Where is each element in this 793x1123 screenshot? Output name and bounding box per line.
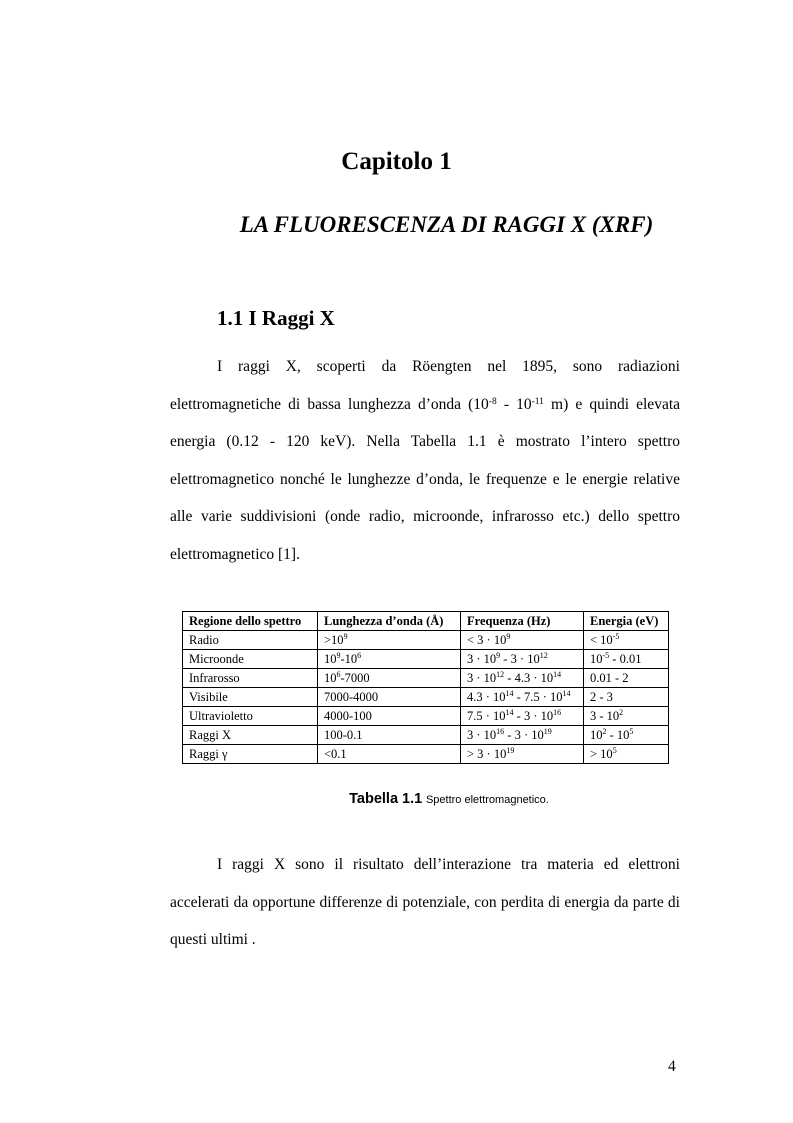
- frequency-part-be: 16: [553, 707, 562, 717]
- frequency-part-ae: 14: [505, 707, 514, 717]
- cell-wavelength: [318, 707, 461, 726]
- paragraph-1-exp-a: -8: [488, 396, 497, 407]
- cell-frequency: [461, 650, 584, 669]
- cell-energy: [584, 631, 669, 650]
- cell-frequency: [461, 669, 584, 688]
- cell-region: Visibile: [183, 688, 318, 707]
- table-body: [183, 631, 669, 764]
- energy-part-a: 3 - 10: [590, 708, 620, 723]
- frequency-part-a: > 3 · 10: [467, 746, 507, 761]
- table-row: [183, 631, 669, 650]
- paragraph-1-text-a: I raggi X, scoperti da Röengten nel 1895, sono radiazioni elettromagnetiche di bassa lunghezza d’onda (10: [170, 358, 680, 413]
- frequency-part-ae: 16: [496, 726, 505, 736]
- wavelength-part-a: <0.1: [324, 746, 347, 761]
- energy-part-b: - 10: [606, 727, 630, 742]
- cell-wavelength: [318, 688, 461, 707]
- chapter-subtitle: LA FLUORESCENZA DI RAGGI X (XRF): [239, 212, 654, 237]
- frequency-part-b: - 3 · 10: [504, 727, 544, 742]
- wavelength-part-a: 7000-4000: [324, 689, 379, 704]
- frequency-part-a: 3 · 10: [467, 670, 497, 685]
- cell-region: Raggi γ: [183, 745, 318, 764]
- energy-part-a: > 10: [590, 746, 613, 761]
- frequency-part-be: 19: [543, 726, 552, 736]
- section-heading: 1.1 I Raggi X: [217, 306, 335, 330]
- energy-part-b: - 0.01: [609, 651, 642, 666]
- caption-text: Spettro elettromagnetico.: [425, 794, 549, 806]
- frequency-part-a: 7.5 · 10: [467, 708, 506, 723]
- energy-part-a: 10: [590, 651, 603, 666]
- energy-part-ae: 5: [612, 745, 617, 755]
- frequency-part-b: - 3 · 10: [500, 651, 540, 666]
- cell-energy: [584, 726, 669, 745]
- frequency-part-be: 12: [539, 650, 548, 660]
- frequency-part-b: - 7.5 · 10: [513, 689, 563, 704]
- header-wavelength: Lunghezza d’onda (Å): [318, 612, 461, 631]
- table-row: [183, 650, 669, 669]
- cell-wavelength: [318, 726, 461, 745]
- wavelength-part-b: -10: [340, 651, 358, 666]
- wavelength-part-ae: 6: [336, 669, 341, 679]
- energy-part-ae: 2: [619, 707, 624, 717]
- energy-part-a: < 10: [590, 632, 613, 647]
- header-energy: Energia (eV): [584, 612, 669, 631]
- wavelength-part-a: 4000-100: [324, 708, 372, 723]
- frequency-part-be: 14: [562, 688, 571, 698]
- cell-region: Microonde: [183, 650, 318, 669]
- paragraph-1-exp-b: -11: [531, 396, 544, 407]
- header-region: Regione dello spettro: [183, 612, 318, 631]
- table-row: [183, 669, 669, 688]
- cell-energy: [584, 745, 669, 764]
- header-frequency: Frequenza (Hz): [461, 612, 584, 631]
- frequency-part-a: < 3 · 10: [467, 632, 507, 647]
- frequency-part-ae: 19: [506, 745, 515, 755]
- table-row: [183, 707, 669, 726]
- page-number: 4: [668, 1058, 676, 1075]
- wavelength-part-a: >10: [324, 632, 344, 647]
- cell-region: Radio: [183, 631, 318, 650]
- cell-energy: [584, 707, 669, 726]
- table-row: [183, 745, 669, 764]
- cell-energy: [584, 669, 669, 688]
- chapter-title: Capitolo 1: [341, 148, 452, 175]
- frequency-part-ae: 9: [506, 631, 511, 641]
- frequency-part-ae: 14: [505, 688, 514, 698]
- wavelength-part-ae: 9: [336, 650, 341, 660]
- wavelength-part-a: 10: [324, 651, 337, 666]
- cell-wavelength: [318, 745, 461, 764]
- wavelength-part-be: 6: [357, 650, 362, 660]
- table-header-row: [183, 612, 669, 631]
- energy-part-a: 10: [590, 727, 603, 742]
- spectrum-table: [182, 611, 669, 764]
- frequency-part-ae: 9: [496, 650, 501, 660]
- energy-part-ae: -5: [612, 631, 620, 641]
- energy-part-ae: -5: [602, 650, 610, 660]
- cell-frequency: [461, 707, 584, 726]
- cell-wavelength: [318, 669, 461, 688]
- frequency-part-ae: 12: [496, 669, 505, 679]
- frequency-part-a: 3 · 10: [467, 727, 497, 742]
- cell-region: Ultravioletto: [183, 707, 318, 726]
- cell-region: Raggi X: [183, 726, 318, 745]
- frequency-part-b: - 4.3 · 10: [504, 670, 554, 685]
- caption-label: Tabella 1.1: [349, 791, 423, 807]
- frequency-part-a: 4.3 · 10: [467, 689, 506, 704]
- cell-energy: [584, 688, 669, 707]
- wavelength-part-a: 100-0.1: [324, 727, 363, 742]
- cell-frequency: [461, 631, 584, 650]
- table-row: [183, 726, 669, 745]
- frequency-part-b: - 3 · 10: [513, 708, 554, 723]
- energy-part-be: 5: [629, 726, 634, 736]
- table-caption: [0, 791, 793, 808]
- cell-frequency: [461, 726, 584, 745]
- frequency-part-a: 3 · 10: [467, 651, 497, 666]
- wavelength-part-ae: 9: [343, 631, 348, 641]
- cell-frequency: [461, 745, 584, 764]
- cell-region: Infrarosso: [183, 669, 318, 688]
- energy-part-a: 2 - 3: [590, 689, 613, 704]
- energy-part-a: 0.01 - 2: [590, 670, 629, 685]
- paragraph-2: [170, 846, 680, 959]
- paragraph-2-text: I raggi X sono il risultato dell’interazione tra materia ed elettroni accelerati da opportune differenze di potenziale, con perdita di energia da parte di questi ultimi .: [170, 856, 680, 948]
- cell-wavelength: [318, 631, 461, 650]
- paragraph-1-text-c: m) e quindi elevata energia (0.12 - 120 keV). Nella Tabella 1.1 è mostrato l’intero spettro elettromagnetico nonché le lunghezze d’onda, le frequenze e le energie relative alle varie suddivisioni (onde radio, microonde, infrarosso etc.) dello spettro elettromagnetico [1].: [170, 395, 681, 563]
- table-row: [183, 688, 669, 707]
- wavelength-part-b: -7000: [340, 670, 370, 685]
- paragraph-1-text-b: - 10: [496, 395, 532, 413]
- cell-frequency: [461, 688, 584, 707]
- cell-wavelength: [318, 650, 461, 669]
- frequency-part-be: 14: [553, 669, 562, 679]
- paragraph-1: [170, 348, 680, 573]
- cell-energy: [584, 650, 669, 669]
- energy-part-ae: 2: [602, 726, 607, 736]
- wavelength-part-a: 10: [324, 670, 337, 685]
